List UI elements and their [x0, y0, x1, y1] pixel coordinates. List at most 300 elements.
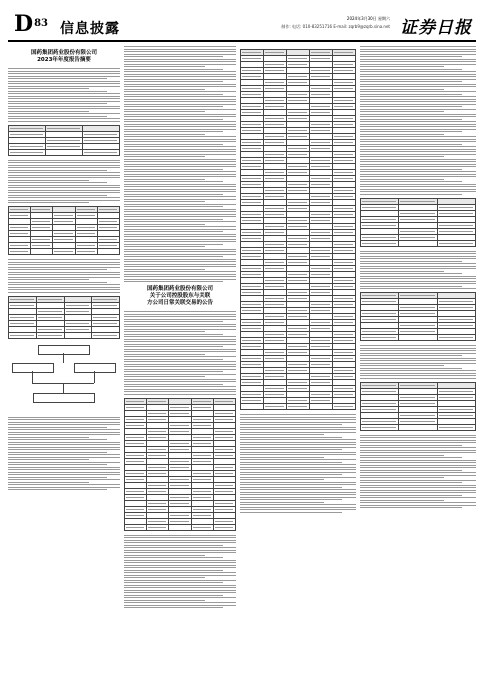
text-line: [360, 51, 476, 52]
text-line: [360, 156, 444, 157]
text-line: [8, 121, 120, 122]
text-line: [124, 552, 236, 553]
text-line: [124, 557, 223, 558]
text-line: [124, 59, 236, 60]
text-line: [360, 465, 476, 466]
table-cell: [9, 249, 31, 255]
text-line: [124, 56, 223, 57]
text-line: [240, 494, 356, 495]
text-line: [8, 83, 120, 84]
text-line: [8, 457, 120, 458]
text-line: [124, 361, 236, 362]
text-line: [360, 119, 462, 120]
text-line: [124, 159, 236, 160]
data-table: [360, 382, 476, 431]
text-line: [124, 214, 236, 215]
text-line: [360, 179, 444, 180]
text-line: [8, 437, 89, 438]
text-line: [360, 91, 476, 92]
text-line: [8, 81, 120, 82]
text-line: [124, 394, 236, 395]
notice-title-line: 国药集团药业股份有限公司: [146, 286, 213, 292]
text-line: [360, 194, 462, 195]
text-line: [360, 191, 476, 192]
text-line: [360, 440, 476, 441]
text-line: [240, 434, 324, 435]
text-line: [124, 271, 236, 272]
text-line: [124, 151, 236, 152]
text-line: [8, 192, 120, 193]
text-line: [124, 224, 205, 225]
text-line: [124, 184, 236, 185]
text-line: [8, 452, 107, 453]
page-number: D83: [14, 11, 48, 37]
text-line: [124, 179, 205, 180]
table-cell: [399, 335, 437, 341]
text-line: [124, 139, 236, 140]
data-table: [124, 398, 236, 531]
text-line: [124, 356, 236, 357]
text-line: [8, 462, 120, 463]
text-line: [124, 545, 223, 546]
text-line: [360, 373, 476, 374]
text-line: [360, 89, 444, 90]
text-line: [360, 273, 462, 274]
text-line: [124, 562, 236, 563]
text-line: [240, 489, 356, 490]
text-line: [124, 89, 205, 90]
text-line: [124, 71, 236, 72]
text-line: [360, 253, 476, 254]
data-table: [360, 292, 476, 341]
text-line: [124, 186, 236, 187]
column-1: [8, 46, 120, 686]
text-line: [124, 171, 236, 172]
text-line: [360, 124, 476, 125]
text-line: [8, 464, 107, 465]
text-line: [124, 575, 236, 576]
text-line: [240, 487, 342, 488]
table-cell: [399, 424, 437, 430]
text-line: [360, 500, 444, 501]
text-line: [124, 174, 236, 175]
table-cell: [437, 335, 475, 341]
text-line: [360, 355, 462, 356]
text-line: [8, 259, 120, 260]
text-line: [124, 126, 236, 127]
text-line: [360, 278, 476, 279]
text-line: [8, 160, 120, 161]
table-cell: [46, 149, 83, 155]
text-line: [124, 279, 236, 280]
text-line: [360, 368, 462, 369]
text-line: [360, 184, 476, 185]
table-cell: [361, 335, 399, 341]
text-line: [124, 587, 236, 588]
text-line: [8, 175, 120, 176]
text-line: [360, 462, 476, 463]
text-line: [240, 472, 356, 473]
notice-title-line: 方公司日常关联交易的公告: [146, 300, 213, 306]
text-line: [124, 376, 205, 377]
table-cell: [92, 332, 120, 338]
text-line: [360, 365, 444, 366]
text-line: [360, 149, 476, 150]
data-table: [8, 296, 120, 339]
text-line: [124, 129, 236, 130]
text-line: [124, 590, 236, 591]
text-line: [360, 176, 476, 177]
text-line: [8, 274, 120, 275]
text-line: [124, 109, 236, 110]
text-line: [360, 445, 462, 446]
text-line: [360, 181, 462, 182]
text-line: [8, 269, 107, 270]
text-line: [124, 371, 223, 372]
text-line: [124, 191, 236, 192]
text-line: [8, 419, 120, 420]
text-line: [124, 141, 236, 142]
body-text: [360, 46, 476, 195]
text-line: [8, 477, 107, 478]
text-line: [8, 200, 120, 201]
text-line: [360, 144, 462, 145]
text-line: [360, 490, 476, 491]
text-line: [124, 99, 236, 100]
text-line: [360, 492, 476, 493]
text-line: [8, 474, 120, 475]
table-cell: [191, 524, 213, 530]
text-line: [124, 344, 236, 345]
text-line: [360, 266, 476, 267]
table-cell: [36, 332, 64, 338]
text-line: [8, 93, 120, 94]
table-row: [9, 149, 120, 155]
text-line: [124, 339, 236, 340]
body-text: [124, 311, 236, 395]
text-line: [8, 292, 120, 293]
text-line: [124, 537, 236, 538]
text-line: [124, 316, 236, 317]
table-cell: [83, 149, 120, 155]
text-line: [124, 269, 205, 270]
text-line: [360, 256, 476, 257]
text-line: [360, 171, 476, 172]
text-line: [124, 314, 236, 315]
text-line: [124, 134, 205, 135]
text-line: [124, 254, 236, 255]
text-line: [8, 113, 120, 114]
text-line: [124, 84, 236, 85]
table-cell: [361, 424, 399, 430]
table-cell: [75, 249, 97, 255]
text-line: [124, 96, 236, 97]
text-line: [360, 131, 462, 132]
table-cell: [9, 332, 37, 338]
table-cell: [147, 524, 169, 530]
data-table: [360, 198, 476, 247]
table-cell: [97, 249, 119, 255]
text-line: [360, 136, 476, 137]
text-line: [360, 169, 462, 170]
text-line: [124, 602, 236, 603]
table-row: [361, 335, 476, 341]
text-line: [240, 484, 356, 485]
text-line: [124, 54, 236, 55]
text-line: [360, 363, 476, 364]
text-line: [124, 196, 236, 197]
text-line: [124, 384, 223, 385]
text-line: [360, 151, 476, 152]
text-line: [124, 259, 236, 260]
notice-heading-middle: [124, 286, 236, 307]
text-line: [124, 572, 236, 573]
text-line: [8, 422, 120, 423]
text-line: [8, 427, 107, 428]
text-line: [8, 197, 120, 198]
text-line: [124, 597, 236, 598]
table-cell: [9, 149, 46, 155]
text-line: [8, 472, 120, 473]
text-line: [8, 487, 120, 488]
text-line: [8, 177, 120, 178]
text-line: [124, 201, 205, 202]
text-line: [360, 81, 462, 82]
text-line: [360, 472, 476, 473]
text-line: [8, 454, 120, 455]
text-line: [360, 74, 476, 75]
text-line: [124, 319, 236, 320]
text-line: [124, 331, 205, 332]
text-line: [360, 283, 476, 284]
data-table: [8, 125, 120, 156]
text-line: [124, 369, 236, 370]
text-line: [360, 79, 476, 80]
table-cell: [31, 249, 53, 255]
text-line: [240, 467, 356, 468]
text-line: [360, 84, 476, 85]
text-line: [8, 162, 120, 163]
text-line: [240, 442, 356, 443]
text-line: [124, 86, 236, 87]
text-line: [8, 202, 89, 203]
text-line: [8, 170, 107, 171]
text-line: [360, 435, 476, 436]
text-line: [8, 469, 120, 470]
text-line: [8, 98, 120, 99]
text-line: [360, 141, 476, 142]
text-line: [8, 272, 120, 273]
text-line: [240, 457, 324, 458]
text-line: [8, 96, 120, 97]
text-line: [360, 189, 476, 190]
text-line: [360, 166, 476, 167]
text-line: [124, 49, 236, 50]
text-line: [360, 375, 476, 376]
text-line: [240, 499, 342, 500]
text-line: [8, 424, 120, 425]
text-line: [240, 512, 342, 513]
text-line: [360, 64, 476, 65]
text-line: [124, 311, 236, 312]
text-line: [124, 169, 223, 170]
table-row: [361, 240, 476, 246]
text-line: [124, 181, 223, 182]
table-cell: [310, 404, 333, 410]
text-line: [360, 502, 476, 503]
table-row: [125, 524, 236, 530]
text-line: [124, 326, 236, 327]
text-line: [360, 455, 444, 456]
text-line: [8, 187, 120, 188]
text-line: [360, 71, 476, 72]
column-3: [240, 46, 356, 686]
text-line: [240, 462, 342, 463]
text-line: [360, 111, 444, 112]
text-line: [360, 505, 476, 506]
text-line: [8, 482, 89, 483]
table-cell: [361, 240, 399, 246]
text-line: [8, 88, 89, 89]
text-line: [124, 164, 236, 165]
table-cell: [437, 424, 475, 430]
table-cell: [241, 404, 264, 410]
text-line: [360, 350, 476, 351]
text-line: [240, 459, 356, 460]
text-line: [240, 497, 356, 498]
body-text: [360, 435, 476, 509]
text-line: [124, 156, 205, 157]
table-cell: [399, 240, 437, 246]
text-line: [8, 277, 120, 278]
text-line: [124, 51, 236, 52]
text-line: [8, 101, 120, 102]
text-line: [8, 167, 120, 168]
text-line: [240, 449, 342, 450]
text-line: [124, 281, 223, 282]
text-line: [124, 577, 205, 578]
text-line: [360, 59, 476, 60]
column-2: [124, 46, 236, 686]
text-line: [124, 114, 236, 115]
text-line: [360, 154, 476, 155]
text-line: [124, 176, 236, 177]
table-row: [241, 404, 356, 410]
text-line: [8, 165, 120, 166]
text-line: [360, 134, 444, 135]
text-line: [360, 66, 444, 67]
text-line: [124, 234, 236, 235]
text-line: [360, 477, 444, 478]
notice-title-line: 国药集团药业股份有限公司: [30, 50, 97, 56]
text-line: [124, 66, 205, 67]
table-cell: [333, 404, 356, 410]
text-line: [124, 391, 236, 392]
text-line: [8, 190, 120, 191]
text-line: [240, 432, 356, 433]
text-line: [240, 427, 356, 428]
text-line: [360, 495, 462, 496]
text-line: [360, 353, 476, 354]
text-line: [360, 104, 476, 105]
text-line: [124, 121, 236, 122]
text-line: [360, 101, 476, 102]
text-line: [124, 106, 223, 107]
notice-heading-left: [8, 50, 120, 64]
text-line: [124, 189, 236, 190]
table-cell: [287, 404, 310, 410]
text-line: [240, 479, 324, 480]
text-line: [124, 194, 223, 195]
text-line: [124, 366, 236, 367]
text-line: [124, 149, 236, 150]
text-line: [360, 480, 476, 481]
text-line: [124, 565, 236, 566]
text-line: [360, 186, 476, 187]
text-line: [124, 567, 236, 568]
text-line: [124, 386, 236, 387]
text-line: [360, 99, 476, 100]
text-line: [360, 109, 476, 110]
text-line: [8, 195, 107, 196]
text-line: [360, 437, 476, 438]
text-line: [124, 560, 236, 561]
text-line: [360, 286, 462, 287]
text-line: [240, 507, 356, 508]
text-line: [360, 442, 476, 443]
text-line: [124, 204, 236, 205]
text-line: [360, 126, 476, 127]
text-line: [8, 262, 120, 263]
text-line: [360, 139, 476, 140]
text-line: [124, 595, 223, 596]
text-line: [124, 239, 236, 240]
text-line: [8, 489, 107, 490]
text-line: [360, 46, 476, 47]
text-line: [124, 229, 236, 230]
text-line: [124, 46, 236, 47]
text-line: [360, 258, 476, 259]
text-line: [360, 129, 476, 130]
text-line: [240, 439, 356, 440]
text-line: [240, 429, 356, 430]
text-line: [124, 226, 236, 227]
body-text: [124, 535, 236, 609]
table-cell: [125, 524, 147, 530]
text-line: [8, 417, 120, 418]
text-line: [240, 492, 356, 493]
text-line: [240, 482, 356, 483]
text-line: [124, 94, 223, 95]
text-line: [360, 485, 476, 486]
text-line: [124, 116, 236, 117]
text-line: [124, 336, 236, 337]
text-line: [124, 334, 223, 335]
text-line: [8, 442, 120, 443]
text-line: [124, 199, 236, 200]
text-line: [360, 94, 462, 95]
text-line: [360, 121, 476, 122]
text-line: [124, 379, 236, 380]
text-line: [8, 68, 120, 69]
table-row: [9, 332, 120, 338]
table-cell: [64, 332, 92, 338]
text-line: [124, 329, 236, 330]
text-line: [360, 360, 476, 361]
newspaper-logo: 证券日报: [400, 18, 472, 38]
body-text: [8, 417, 120, 491]
text-line: [124, 144, 223, 145]
